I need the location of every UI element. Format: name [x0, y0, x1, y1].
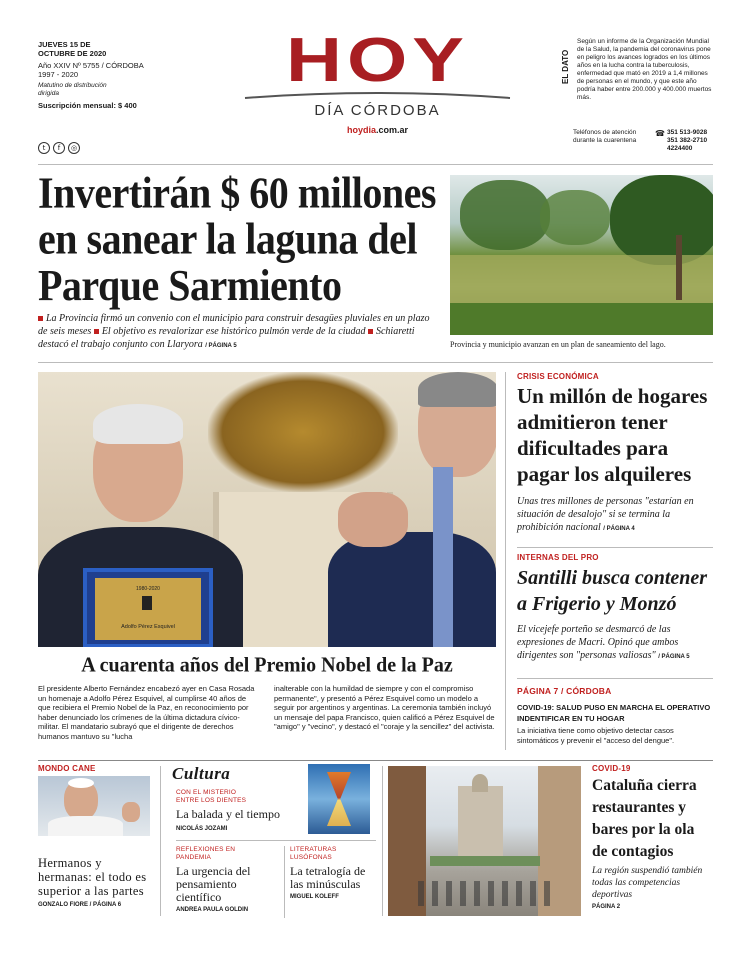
subscription-price: Suscripción mensual: $ 400 — [38, 101, 137, 110]
nobel-body-left: El presidente Alberto Fernández encabezó ayer en Casa Rosada un homenaje a Adolfo Pérez Esquivel, al cumplirse 40 años de que recibiera el Premio Nobel de la Paz, en reconocimiento por haber denunciado los crímenes de la última dictadura cívico-militar. El mandatario subrayó que el dirigente de derechos humanos mantuvo su "lucha — [38, 684, 255, 741]
bullet-icon — [94, 329, 99, 334]
plaque-text: Adolfo Pérez Esquivel — [121, 624, 175, 630]
lead-summary-1: La Provincia firmó un convenio con el municipio para construir desagües pluviales en un plazo de seis meses — [38, 313, 430, 337]
bullet-icon — [38, 316, 43, 321]
logo — [240, 26, 515, 135]
covid-summary: La región suspendió también todas las competencias deportivas — [592, 866, 703, 900]
crisis-kicker: CRISIS ECONÓMICA — [517, 372, 599, 381]
pro-headline: Santilli busca contener a Frigerio y Monzó — [517, 567, 708, 615]
pro-summary — [517, 623, 713, 664]
pro-summary-text: El vicejefe porteño se desmarcó de las expresiones de Macri. Opinó que ambos dirigentes son "personas valiosas" — [517, 624, 679, 661]
crisis-summary-text: Unas tres millones de personas "estarían en situación de desalojo" si se termina la prohibición nacional — [517, 496, 694, 533]
covid-kicker: COVID-19 — [592, 764, 631, 773]
phone-1[interactable]: 351 513-9028 — [667, 129, 708, 136]
cultura-item-1-author: NICOLÁS JOZAMI — [176, 826, 228, 832]
page7-story[interactable] — [517, 686, 713, 745]
phone-numbers — [667, 129, 707, 153]
logo-wordmark: HOY — [286, 26, 469, 95]
page7-kicker: PÁGINA 7 / CÓRDOBA — [517, 686, 612, 696]
cultura-item-2[interactable] — [176, 846, 281, 913]
cultura-item-3[interactable] — [290, 846, 380, 900]
el-dato-box — [563, 38, 713, 160]
issue-date: JUEVES 15 DE OCTUBRE DE 2020 — [38, 40, 107, 58]
mondo-byline — [38, 902, 153, 908]
barcelona-photo[interactable] — [388, 766, 581, 916]
nobel-headline[interactable]: A cuarenta años del Premio Nobel de la Paz — [81, 653, 453, 677]
bottom-divider-1 — [160, 766, 161, 916]
crisis-summary — [517, 495, 713, 536]
pro-divider — [517, 678, 713, 679]
covid-page-ref[interactable]: PÁGINA 2 — [592, 904, 621, 910]
covid-story[interactable] — [592, 764, 713, 910]
logo-subtitle: DÍA CÓRDOBA — [314, 102, 441, 119]
bullet-icon — [368, 329, 373, 334]
pro-story[interactable] — [517, 553, 713, 664]
crisis-story[interactable] — [517, 372, 713, 536]
bottom-divider — [38, 760, 713, 761]
lake-photo-caption: Provincia y municipio avanzan en un plan de saneamiento del lago. — [450, 340, 666, 349]
website-tld: .com.ar — [376, 125, 409, 135]
cultura-item-1[interactable] — [176, 789, 306, 832]
lead-summary-2: El objetivo es revalorizar ese histórico pulmón verde de la ciudad — [101, 326, 366, 337]
cultura-item-1-kicker: CON EL MISTERIO ENTRE LOS DIENTES — [176, 789, 247, 804]
mondo-kicker: MONDO CANE — [38, 764, 96, 773]
lead-divider — [38, 362, 713, 363]
right-column-divider — [505, 372, 506, 750]
cultura-item-2-title: La urgencia del pensamiento científico — [176, 864, 251, 904]
plaque-years: 1980-2020 — [136, 586, 160, 592]
issue-years: 1997 - 2020 — [38, 70, 79, 79]
website-main: hoydia — [346, 125, 376, 135]
social-links — [38, 142, 83, 154]
mondo-author: GONZALO FIORE — [38, 902, 88, 908]
cultura-item-3-author: MIGUEL KOLEFF — [290, 894, 339, 900]
issue-edition: Año XXIV Nº 5755 / CÓRDOBA — [38, 61, 144, 70]
bottom-divider-2 — [382, 766, 383, 916]
pro-kicker: INTERNAS DEL PRO — [517, 553, 599, 562]
crisis-headline: Un millón de hogares admitieron tener dificultades para pagar los alquileres — [517, 384, 708, 486]
mondo-page-ref[interactable]: / PÁGINA 6 — [89, 902, 122, 908]
facebook-icon[interactable]: f — [53, 142, 65, 154]
cultura-title[interactable]: Cultura — [172, 764, 231, 783]
distribution-note: Matutino de distribución dirigida — [38, 82, 107, 97]
cultura-item-2-kicker: REFLEXIONES EN PANDEMIA — [176, 846, 236, 861]
pope-photo[interactable] — [38, 776, 150, 836]
cultura-inner-divider — [284, 846, 285, 918]
crisis-page-ref[interactable]: / PÁGINA 4 — [603, 526, 635, 532]
mondo-story[interactable] — [38, 764, 153, 908]
website-link[interactable] — [240, 125, 515, 135]
lead-page-ref[interactable]: / PÁGINA 5 — [205, 343, 237, 349]
nobel-body-right: inalterable con la humildad de siempre y con el compromiso permanente", y presentó a Pérez Esquivel como un modelo a seguir por argentinos y argentinas. La ceremonia también incluyó un mensaje del papa Francisco, quien calificó a Pérez Esquivel de "amigo" y "vecino", y destacó el "coraje y la sencillez" del activista. — [274, 684, 495, 731]
el-dato-text: Según un informe de la Organización Mundial de la Salud, la pandemia del coronavirus pone en peligro los avances logrados en los últimos años en la lucha contra la tuberculosis, enfermedad que mató en 2019 a 1,4 millones de personas en el mundo, y que este año podría haber entre 200.000 y 400.000 muertos más. — [577, 38, 712, 101]
lead-headline[interactable]: Invertirán $ 60 millones en sanear la laguna del Parque Sarmiento — [38, 167, 436, 310]
lead-summary — [38, 312, 433, 353]
pro-page-ref[interactable]: / PÁGINA 5 — [658, 654, 690, 660]
lake-photo[interactable] — [450, 175, 713, 335]
nobel-photo[interactable] — [38, 372, 496, 647]
phones-label: Teléfonos de atención durante la cuarentena — [573, 129, 637, 144]
cultura-divider — [176, 840, 376, 841]
masthead-divider — [38, 164, 713, 165]
hourglass-illustration[interactable] — [308, 764, 370, 834]
cultura-item-3-title: La tetralogía de las minúsculas — [290, 864, 366, 891]
instagram-icon[interactable]: ◎ — [68, 142, 80, 154]
mondo-headline: Hermanos y hermanas: el todo es superior a las partes — [38, 856, 147, 898]
phone-3[interactable]: 4224400 — [667, 145, 693, 152]
crisis-divider — [517, 547, 713, 548]
twitter-icon[interactable]: t — [38, 142, 50, 154]
phone-2[interactable]: 351 382-2710 — [667, 137, 708, 144]
masthead-info — [38, 40, 158, 110]
cultura-section — [172, 764, 377, 920]
page7-summary: La iniciativa tiene como objetivo detectar casos sintomáticos y prevenir el "acceso del dengue". — [517, 726, 675, 745]
el-dato-label: EL DATO — [561, 49, 570, 84]
cultura-item-2-author: ANDREA PAULA GOLDIN — [176, 907, 249, 913]
page7-headline: COVID-19: SALUD PUSO EN MARCHA EL OPERATIVO INDENTIFICAR EN TU HOGAR — [517, 703, 711, 723]
cultura-item-3-kicker: LITERATURAS LUSÓFONAS — [290, 846, 337, 861]
covid-headline: Cataluña cierra restaurantes y bares por la ola de contagios — [592, 777, 697, 860]
phone-icon: ☎ — [655, 129, 665, 138]
lead-summary-3: Schiaretti destacó el trabajo conjunto con Llaryora — [38, 326, 415, 350]
cultura-item-1-title: La balada y el tiempo — [176, 807, 280, 821]
